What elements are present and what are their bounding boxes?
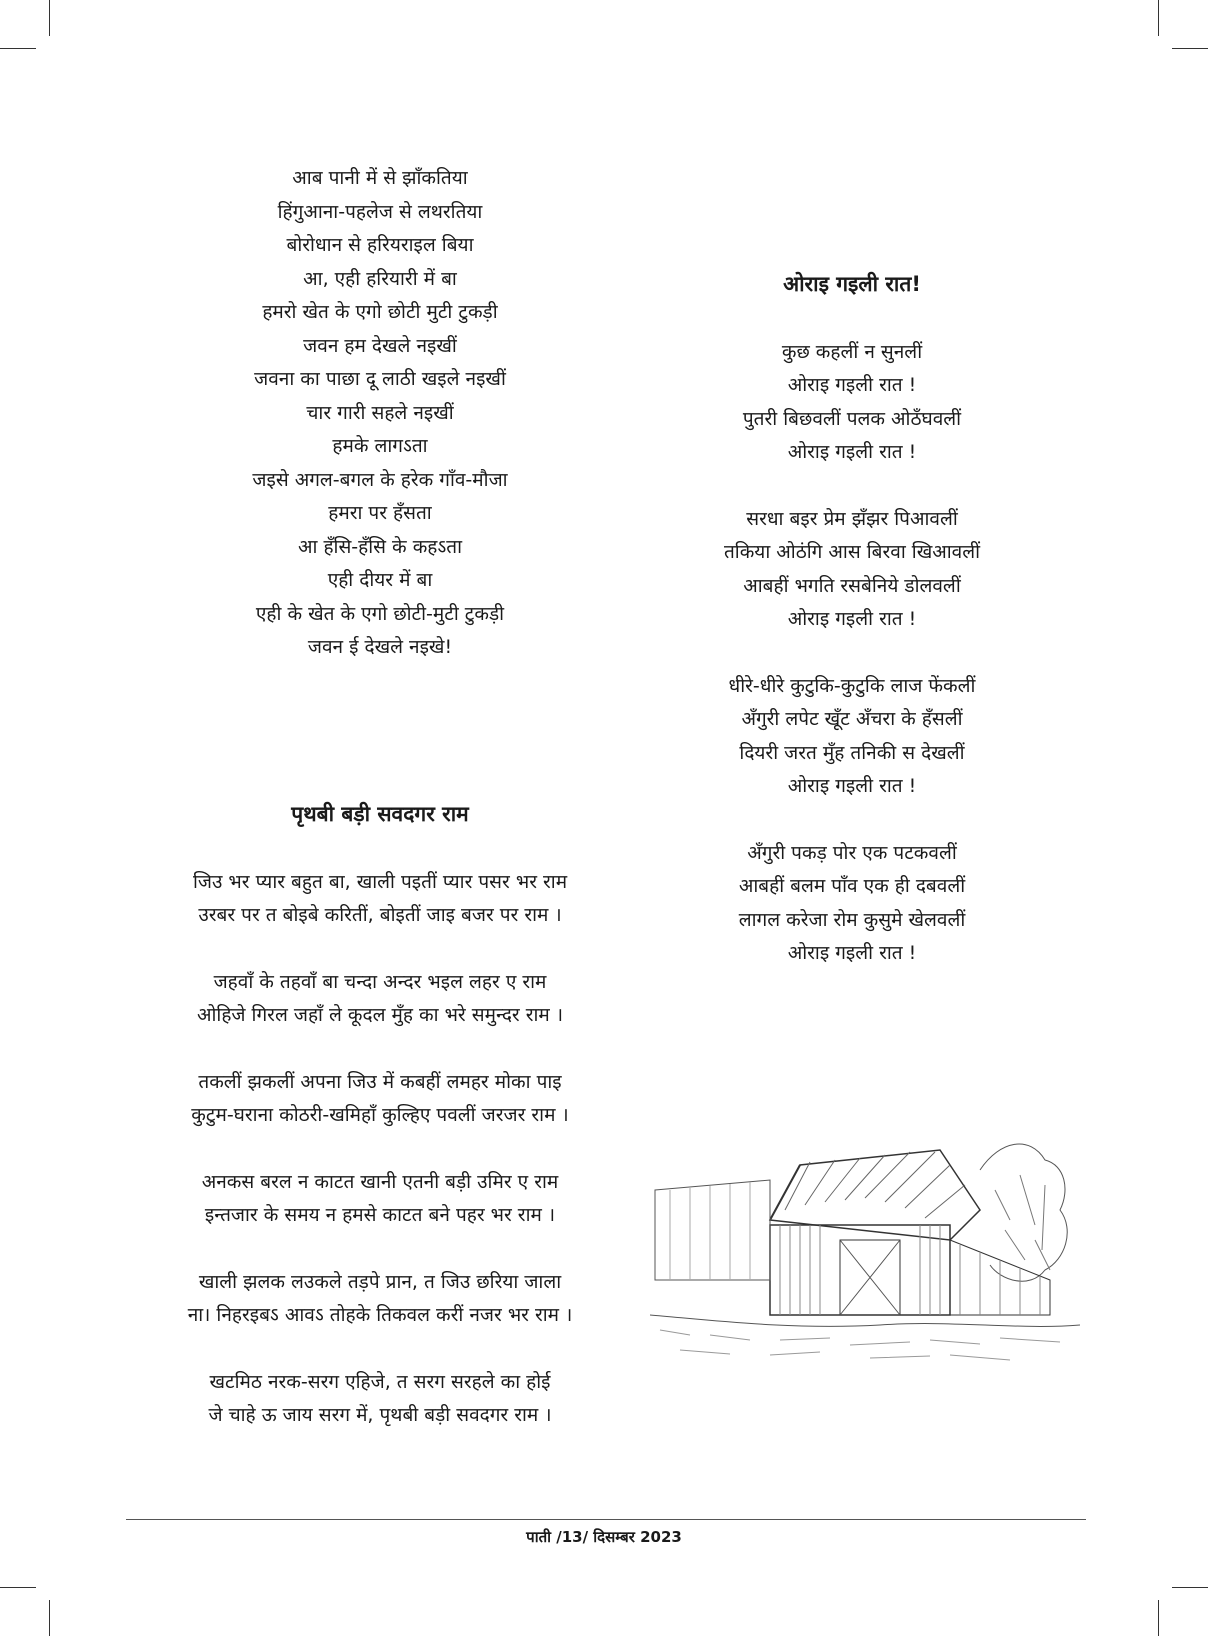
poem-line: हमरा पर हँसता: [328, 502, 432, 524]
poem-line: धीरे-धीरे कुटुकि-कुटुकि लाज फेंकलीं: [728, 674, 976, 697]
poem-line: जइसे अगल-बगल के हरेक गाँव-मौजा: [252, 468, 508, 491]
poem-line: अँगुरी लपेट खूँट अँचरा के हँसलीं: [741, 708, 963, 730]
poem-stanza: [100, 966, 660, 1033]
crop-mark: [1158, 0, 1159, 36]
crop-mark: [0, 1587, 36, 1588]
poem-stanza: [100, 1266, 660, 1333]
poem-line: जवन हम देखले नइखीं: [303, 334, 457, 357]
poem-line: बोरोधान से हरियराइल बिया: [286, 234, 474, 256]
poem-stanza: [672, 670, 1032, 804]
poem-line: आबहीं भगति रसबेनिये डोलवलीं: [743, 574, 961, 597]
poem-line: जवना का पाछा दू लाठी खइले नइखीं: [254, 368, 506, 390]
poem-line: जहवाँ के तहवाँ बा चन्दा अन्दर भइल लहर ए राम: [213, 970, 547, 993]
poem-title: पृथबी बड़ी सवदगर राम: [291, 802, 469, 826]
poem-line: ओराइ गइली रात !: [787, 775, 917, 797]
poem-line: ना। निहरइबऽ आवऽ तोहके तिकवल करीं नजर भर राम ।: [187, 1304, 573, 1326]
poem-stanza: [100, 1166, 660, 1233]
poem-line: अँगुरी पकड़ पोर एक पटकवलीं: [747, 841, 957, 864]
crop-mark: [1172, 48, 1208, 49]
poem-line: हमके लागऽता: [332, 435, 428, 457]
poem-stanza: [100, 1366, 660, 1433]
poem-line: खटमिठ नरक-सरग एहिजे, त सरग सरहले का होई: [209, 1370, 551, 1393]
poem-line: एही के खेत के एगो छोटी-मुटी टुकड़ी: [255, 602, 505, 625]
poem-line: ओराइ गइली रात !: [787, 441, 917, 463]
poem-line: तकलीं झकलीं अपना जिउ में कबहीं लमहर मोका पाइ: [198, 1070, 562, 1093]
poem-orai: [672, 268, 1032, 1004]
poem-line: सरधा बइर प्रेम झँझर पिआवलीं: [746, 507, 958, 530]
page-footer: पाती /13/ दिसम्बर 2023: [526, 1528, 682, 1546]
crop-mark: [1172, 1587, 1208, 1588]
poem-line: आ हँसि-हँसि के कहऽता: [298, 535, 462, 558]
poem-line: कुटुम-घराना कोठरी-खमिहाँ कुल्हिए पवलीं जरजर राम ।: [191, 1104, 569, 1126]
poem-line: आ, एही हरियारी में बा: [303, 267, 457, 290]
crop-mark: [49, 1600, 50, 1636]
poem-line: लागल करेजा रोम कुसुमे खेलवलीं: [738, 908, 966, 931]
poem-stanza: [672, 503, 1032, 637]
poem-line: जिउ भर प्यार बहुत बा, खाली पइतीं प्यार पसर भर राम: [192, 870, 568, 893]
barn-sketch-icon: [650, 1130, 1080, 1370]
poem-stanza: [672, 837, 1032, 971]
poem-line: ओराइ गइली रात !: [787, 608, 917, 630]
poem-line: हमरो खेत के एगो छोटी मुटी टुकड़ी: [262, 301, 498, 323]
poem-stanza: [100, 1066, 660, 1133]
poem-prithbi: [100, 798, 660, 1466]
poem-stanza: [672, 336, 1032, 470]
footer-rule: [126, 1519, 1086, 1520]
poem-line: एही दीयर में बा: [327, 569, 433, 591]
crop-mark: [1158, 1600, 1159, 1636]
poem-line: खाली झलक लउकले तड़पे प्रान, त जिउ छरिया जाला: [198, 1270, 562, 1293]
poem-stanza: [100, 866, 660, 933]
poem-line: पुतरी बिछवलीं पलक ओठँघवलीं: [742, 407, 962, 430]
poem-continuation: [140, 162, 620, 665]
poem-line: जवन ई देखले नइखे!: [307, 636, 453, 658]
poem-line: आबहीं बलम पाँव एक ही दबवलीं: [738, 875, 966, 897]
poem-line: जे चाहे ऊ जाय सरग में, पृथबी बड़ी सवदगर राम ।: [208, 1404, 552, 1426]
poem-line: ओहिजे गिरल जहाँ ले कूदल मुँह का भरे समुन्दर राम ।: [196, 1004, 564, 1026]
poem-line: कुछ कहलीं न सुनलीं: [781, 340, 923, 363]
poem-line: चार गारी सहले नइखीं: [306, 401, 454, 424]
poem-line: हिंगुआना-पहलेज से लथरतिया: [277, 200, 483, 223]
poem-line: दियरी जरत मुँह तनिकी स देखलीं: [739, 741, 965, 764]
poem-line: आब पानी में से झाँकतिया: [292, 167, 468, 189]
poem-line: तकिया ओठंगि आस बिरवा खिआवलीं: [723, 541, 981, 563]
crop-mark: [0, 48, 36, 49]
poem-line: इन्तजार के समय न हमसे काटत बने पहर भर राम ।: [204, 1204, 556, 1226]
poem-title: ओराइ गइली रात!: [783, 272, 921, 296]
poem-line: उरबर पर त बोइबे करितीं, बोइतीं जाइ बजर पर राम ।: [198, 904, 562, 926]
crop-mark: [49, 0, 50, 36]
poem-line: ओराइ गइली रात !: [787, 374, 917, 396]
poem-line: अनकस बरल न काटत खानी एतनी बड़ी उमिर ए राम: [201, 1170, 559, 1193]
poem-line: ओराइ गइली रात !: [787, 942, 917, 964]
